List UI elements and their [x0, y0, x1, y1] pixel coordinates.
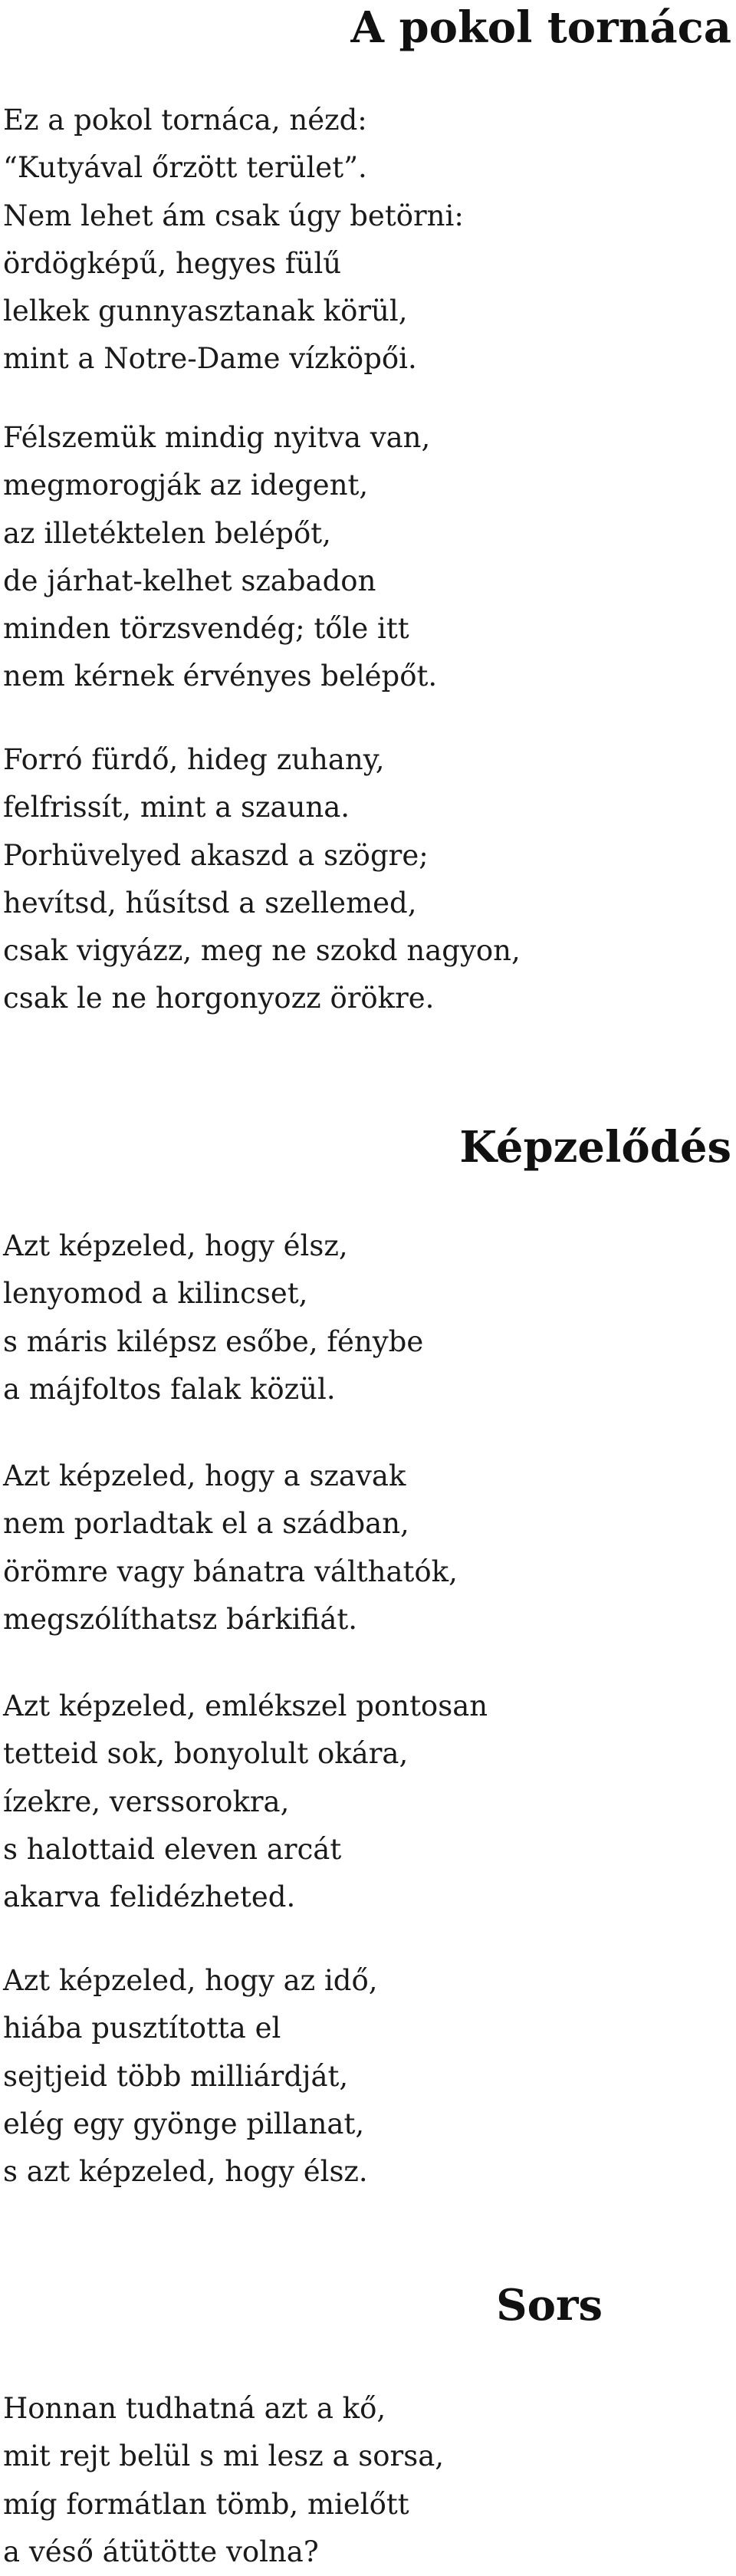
poem-title-sors: Sors: [496, 2280, 603, 2331]
verse-line: de járhat-kelhet szabadon: [3, 564, 376, 597]
verse-line: hiába pusztította el: [3, 2012, 281, 2045]
verse-line: Félszemük mindig nyitva van,: [3, 421, 431, 454]
verse-line: míg formátlan tömb, mielőtt: [3, 2487, 409, 2521]
verse-line: sejtjeid több milliárdját,: [3, 2059, 349, 2093]
verse-line: mint a Notre-Dame vízköpői.: [3, 342, 417, 376]
stanza: [3, 1957, 378, 2196]
verse-line: megszólíthatsz bárkifiát.: [3, 1602, 358, 1636]
verse-line: “Kutyával őrzött terület”.: [3, 151, 367, 185]
verse-line: Porhüvelyed akaszd a szögre;: [3, 838, 429, 872]
verse-line: tetteid sok, bonyolult okára,: [3, 1737, 409, 1771]
verse-line: ízekre, verssorokra,: [3, 1785, 290, 1818]
verse-line: minden törzsvendég; tőle itt: [3, 612, 409, 646]
verse-line: s halottaid eleven arcát: [3, 1832, 342, 1866]
verse-line: hevítsd, hűsítsd a szellemed,: [3, 886, 417, 920]
verse-line: a véső átütötte volna?: [3, 2535, 319, 2568]
verse-line: Forró fürdő, hideg zuhany,: [3, 743, 385, 776]
verse-line: elég egy gyönge pillanat,: [3, 2107, 365, 2140]
verse-line: akarva felidézheted.: [3, 1880, 296, 1914]
stanza: [3, 1452, 458, 1643]
verse-line: megmorogják az idegent,: [3, 469, 369, 502]
verse-line: Ez a pokol tornáca, nézd:: [3, 104, 367, 137]
stanza: [3, 736, 521, 1023]
verse-line: Azt képzeled, hogy élsz,: [3, 1229, 348, 1262]
verse-line: s azt képzeled, hogy élsz.: [3, 2155, 368, 2189]
verse-line: Azt képzeled, emlékszel pontosan: [3, 1689, 488, 1722]
verse-line: Honnan tudhatná azt a kő,: [3, 2392, 386, 2425]
verse-line: mit rejt belül s mi lesz a sorsa,: [3, 2439, 445, 2473]
verse-line: örömre vagy bánatra válthatók,: [3, 1554, 458, 1588]
stanza: [3, 414, 437, 701]
verse-line: Azt képzeled, hogy az idő,: [3, 1964, 378, 1997]
verse-line: nem kérnek érvényes belépőt.: [3, 660, 438, 693]
verse-line: az illetéktelen belépőt,: [3, 516, 331, 550]
stanza: [3, 1222, 423, 1413]
verse-line: lenyomod a kilincset,: [3, 1277, 308, 1311]
verse-line: a májfoltos falak közül.: [3, 1372, 336, 1406]
verse-line: s máris kilépsz esőbe, fénybe: [3, 1324, 424, 1358]
stanza: [3, 2385, 444, 2576]
poem-title-kepzelodes: Képzelődés: [459, 1122, 731, 1173]
verse-line: nem porladtak el a szádban,: [3, 1507, 409, 1541]
verse-line: ördögképű, hegyes fülű: [3, 246, 342, 280]
stanza: [3, 97, 464, 383]
poem-title-a-pokol-tornaca: A pokol tornáca: [350, 2, 731, 53]
verse-line: felfrissít, mint a szauna.: [3, 791, 350, 824]
verse-line: Nem lehet ám csak úgy betörni:: [3, 199, 464, 232]
verse-line: csak vigyázz, meg ne szokd nagyon,: [3, 934, 521, 968]
verse-line: csak le ne horgonyozz örökre.: [3, 982, 435, 1015]
verse-line: lelkek gunnyasztanak körül,: [3, 294, 408, 328]
stanza: [3, 1683, 488, 1921]
verse-line: Azt képzeled, hogy a szavak: [3, 1459, 406, 1492]
